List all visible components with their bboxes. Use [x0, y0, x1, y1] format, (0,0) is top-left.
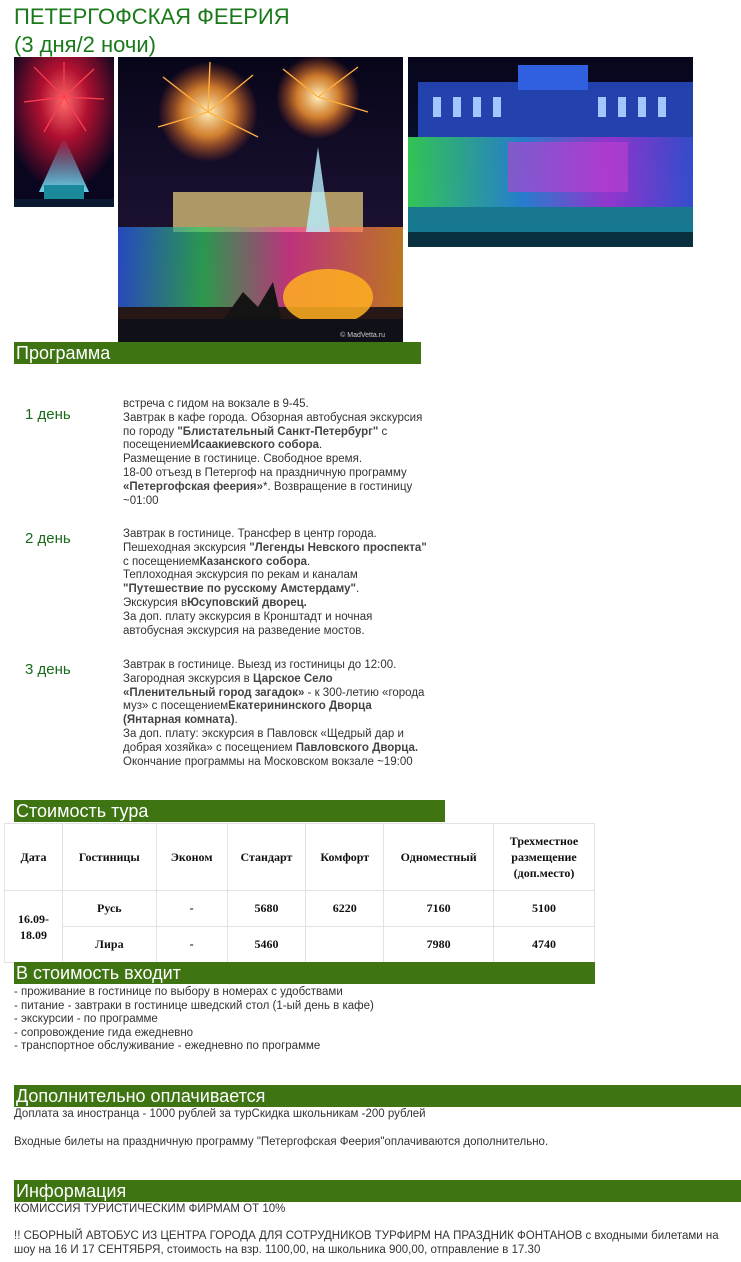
day-text-segment: Завтрак в кафе города. Обзорная автобусная экскурсия по городу	[123, 411, 423, 438]
extra-line-2: Входные билеты на праздничную программу "Петергофская Феерия"оплачиваются дополнительно.	[14, 1136, 549, 1148]
list-item: - экскурсии - по программе	[14, 1013, 158, 1026]
header-single: Одноместный	[384, 824, 494, 891]
day-text-segment: Юсуповский дворец.	[187, 596, 307, 609]
day-text-segment: - к 300-летию «города муз» с посещением	[123, 686, 425, 713]
section-program-header: Программа	[14, 342, 421, 364]
day-1-label: 1 день	[25, 406, 71, 423]
section-info-header: Информация	[14, 1180, 741, 1202]
day-text-segment: За доп. плату: экскурсия в Павловск «Щедрый дар и добрая хозяйка» с посещением	[123, 727, 404, 754]
day-text-segment: «Петергофская феерия»	[123, 480, 264, 493]
day-text-segment: "Легенды Невского проспекта"	[249, 541, 427, 554]
day-text-segment: "Путешествие по русскому Амстердаму"	[123, 583, 356, 596]
day-text-segment: .	[319, 439, 323, 452]
extra-line-1: Доплата за иностранца - 1000 рублей за турСкидка школьникам -200 рублей	[14, 1108, 426, 1120]
cell-comfort: 6220	[306, 891, 384, 927]
header-comfort: Комфорт	[306, 824, 384, 891]
list-item: - сопровождение гида ежедневно	[14, 1026, 194, 1039]
day-text-segment: Завтрак в гостинице. Трансфер в центр города.	[123, 528, 377, 540]
header-date: Дата	[5, 824, 63, 891]
day-text-segment: .	[234, 714, 238, 727]
day-text-segment: с посещением	[123, 555, 200, 568]
day-text-segment: Екатерининского Дворца (Янтарная комната)	[123, 700, 372, 727]
day-2-description	[123, 528, 428, 638]
day-text-segment: "Блистательный Санкт-Петербург"	[177, 425, 379, 438]
list-item: - проживание в гостинице по выбору в номерах с удобствами	[14, 986, 343, 998]
day-2-label: 2 день	[25, 530, 71, 547]
day-text-segment: Экскурсия в	[123, 596, 188, 609]
cell-triple: 5100	[494, 891, 595, 927]
day-text-segment: *. Возвращение в гостиницу ~01:00	[123, 480, 413, 507]
cell-hotel: Русь	[62, 891, 156, 927]
day-text-segment: Казанского собора	[199, 555, 307, 568]
section-extra-header: Дополнительно оплачивается	[14, 1085, 741, 1107]
section-included-header: В стоимость входит	[14, 962, 595, 984]
day-text-segment: Загородная экскурсия в	[123, 672, 253, 685]
day-text-segment: Окончание программы на Московском вокзале ~19:00	[123, 755, 413, 768]
header-triple: Трехместное размещение (доп.место)	[494, 824, 595, 891]
photo-watermark: © MadVetta.ru	[340, 332, 385, 339]
day-text-segment: с посещением	[123, 425, 388, 452]
day-text-segment: Пешеходная экскурсия	[123, 541, 250, 554]
day-text-segment: .	[306, 555, 311, 568]
cell-econom: -	[156, 891, 227, 927]
photo-fireworks-large	[118, 57, 403, 342]
title-line-2: (3 дня/2 ночи)	[14, 32, 157, 57]
cell-triple: 4740	[494, 927, 595, 963]
day-3-label: 3 день	[25, 661, 71, 678]
day-text-segment: Размещение в гостинице. Свободное время.	[123, 453, 363, 466]
cell-single: 7160	[384, 891, 494, 927]
cell-comfort	[306, 927, 384, 963]
day-text-segment: .	[355, 583, 360, 596]
day-text-segment: Исаакиевского собора	[190, 439, 320, 452]
cell-standard: 5680	[227, 891, 306, 927]
table-row	[5, 891, 595, 927]
day-text-segment: За доп. плату экскурсия в Кронштадт и ночная автобусная экскурсия на разведение мостов.	[123, 610, 373, 637]
header-standard: Стандарт	[227, 824, 306, 891]
day-text-segment: Теплоходная экскурсия по рекам и каналам	[123, 569, 358, 582]
table-row	[5, 927, 595, 963]
cell-standard: 5460	[227, 927, 306, 963]
day-text-segment: Царское Село «Пленительный город загадок»	[123, 672, 333, 699]
info-line-1: КОМИССИЯ ТУРИСТИЧЕСКИМ ФИРМАМ ОТ 10%	[14, 1203, 286, 1215]
info-line-2: !! СБОРНЫЙ АВТОБУС ИЗ ЦЕНТРА ГОРОДА ДЛЯ СОТРУДНИКОВ ТУРФИРМ НА ПРАЗДНИК ФОНТАНОВ с входными билетами на шоу на 16 И 17 СЕНТЯБРЯ, стоимость на взр. 1100,00, на школьника 900,00, отправление в 17.30	[14, 1230, 719, 1256]
cell-date: 16.09-18.09	[5, 891, 63, 963]
price-table	[4, 823, 595, 963]
day-text-segment: встреча с гидом на вокзале в 9-45.	[123, 398, 309, 410]
included-list	[14, 986, 374, 1054]
title-line-1: ПЕТЕРГОФСКАЯ ФЕЕРИЯ	[14, 4, 290, 29]
photo-fireworks-small	[14, 57, 114, 207]
header-econom: Эконом	[156, 824, 227, 891]
day-text-segment: 18-00 отъезд в Петергоф на праздничную программу	[123, 466, 407, 479]
day-text-segment: Завтрак в гостинице. Выезд из гостиницы до 12:00.	[123, 659, 397, 671]
day-text-segment: Павловского Дворца.	[295, 741, 419, 754]
price-table-header-row	[5, 824, 595, 891]
section-price-header: Стоимость тура	[14, 800, 445, 822]
cell-econom: -	[156, 927, 227, 963]
list-item: - питание - завтраки в гостинице шведский стол (1-ый день в кафе)	[14, 999, 374, 1012]
header-hotels: Гостиницы	[62, 824, 156, 891]
list-item: - транспортное обслуживание - ежедневно по программе	[14, 1040, 321, 1053]
day-3-description	[123, 659, 428, 769]
page-title	[14, 3, 290, 59]
cell-single: 7980	[384, 927, 494, 963]
photo-palace-illumination	[408, 57, 693, 247]
day-1-description	[123, 398, 428, 508]
cell-hotel: Лира	[62, 927, 156, 963]
